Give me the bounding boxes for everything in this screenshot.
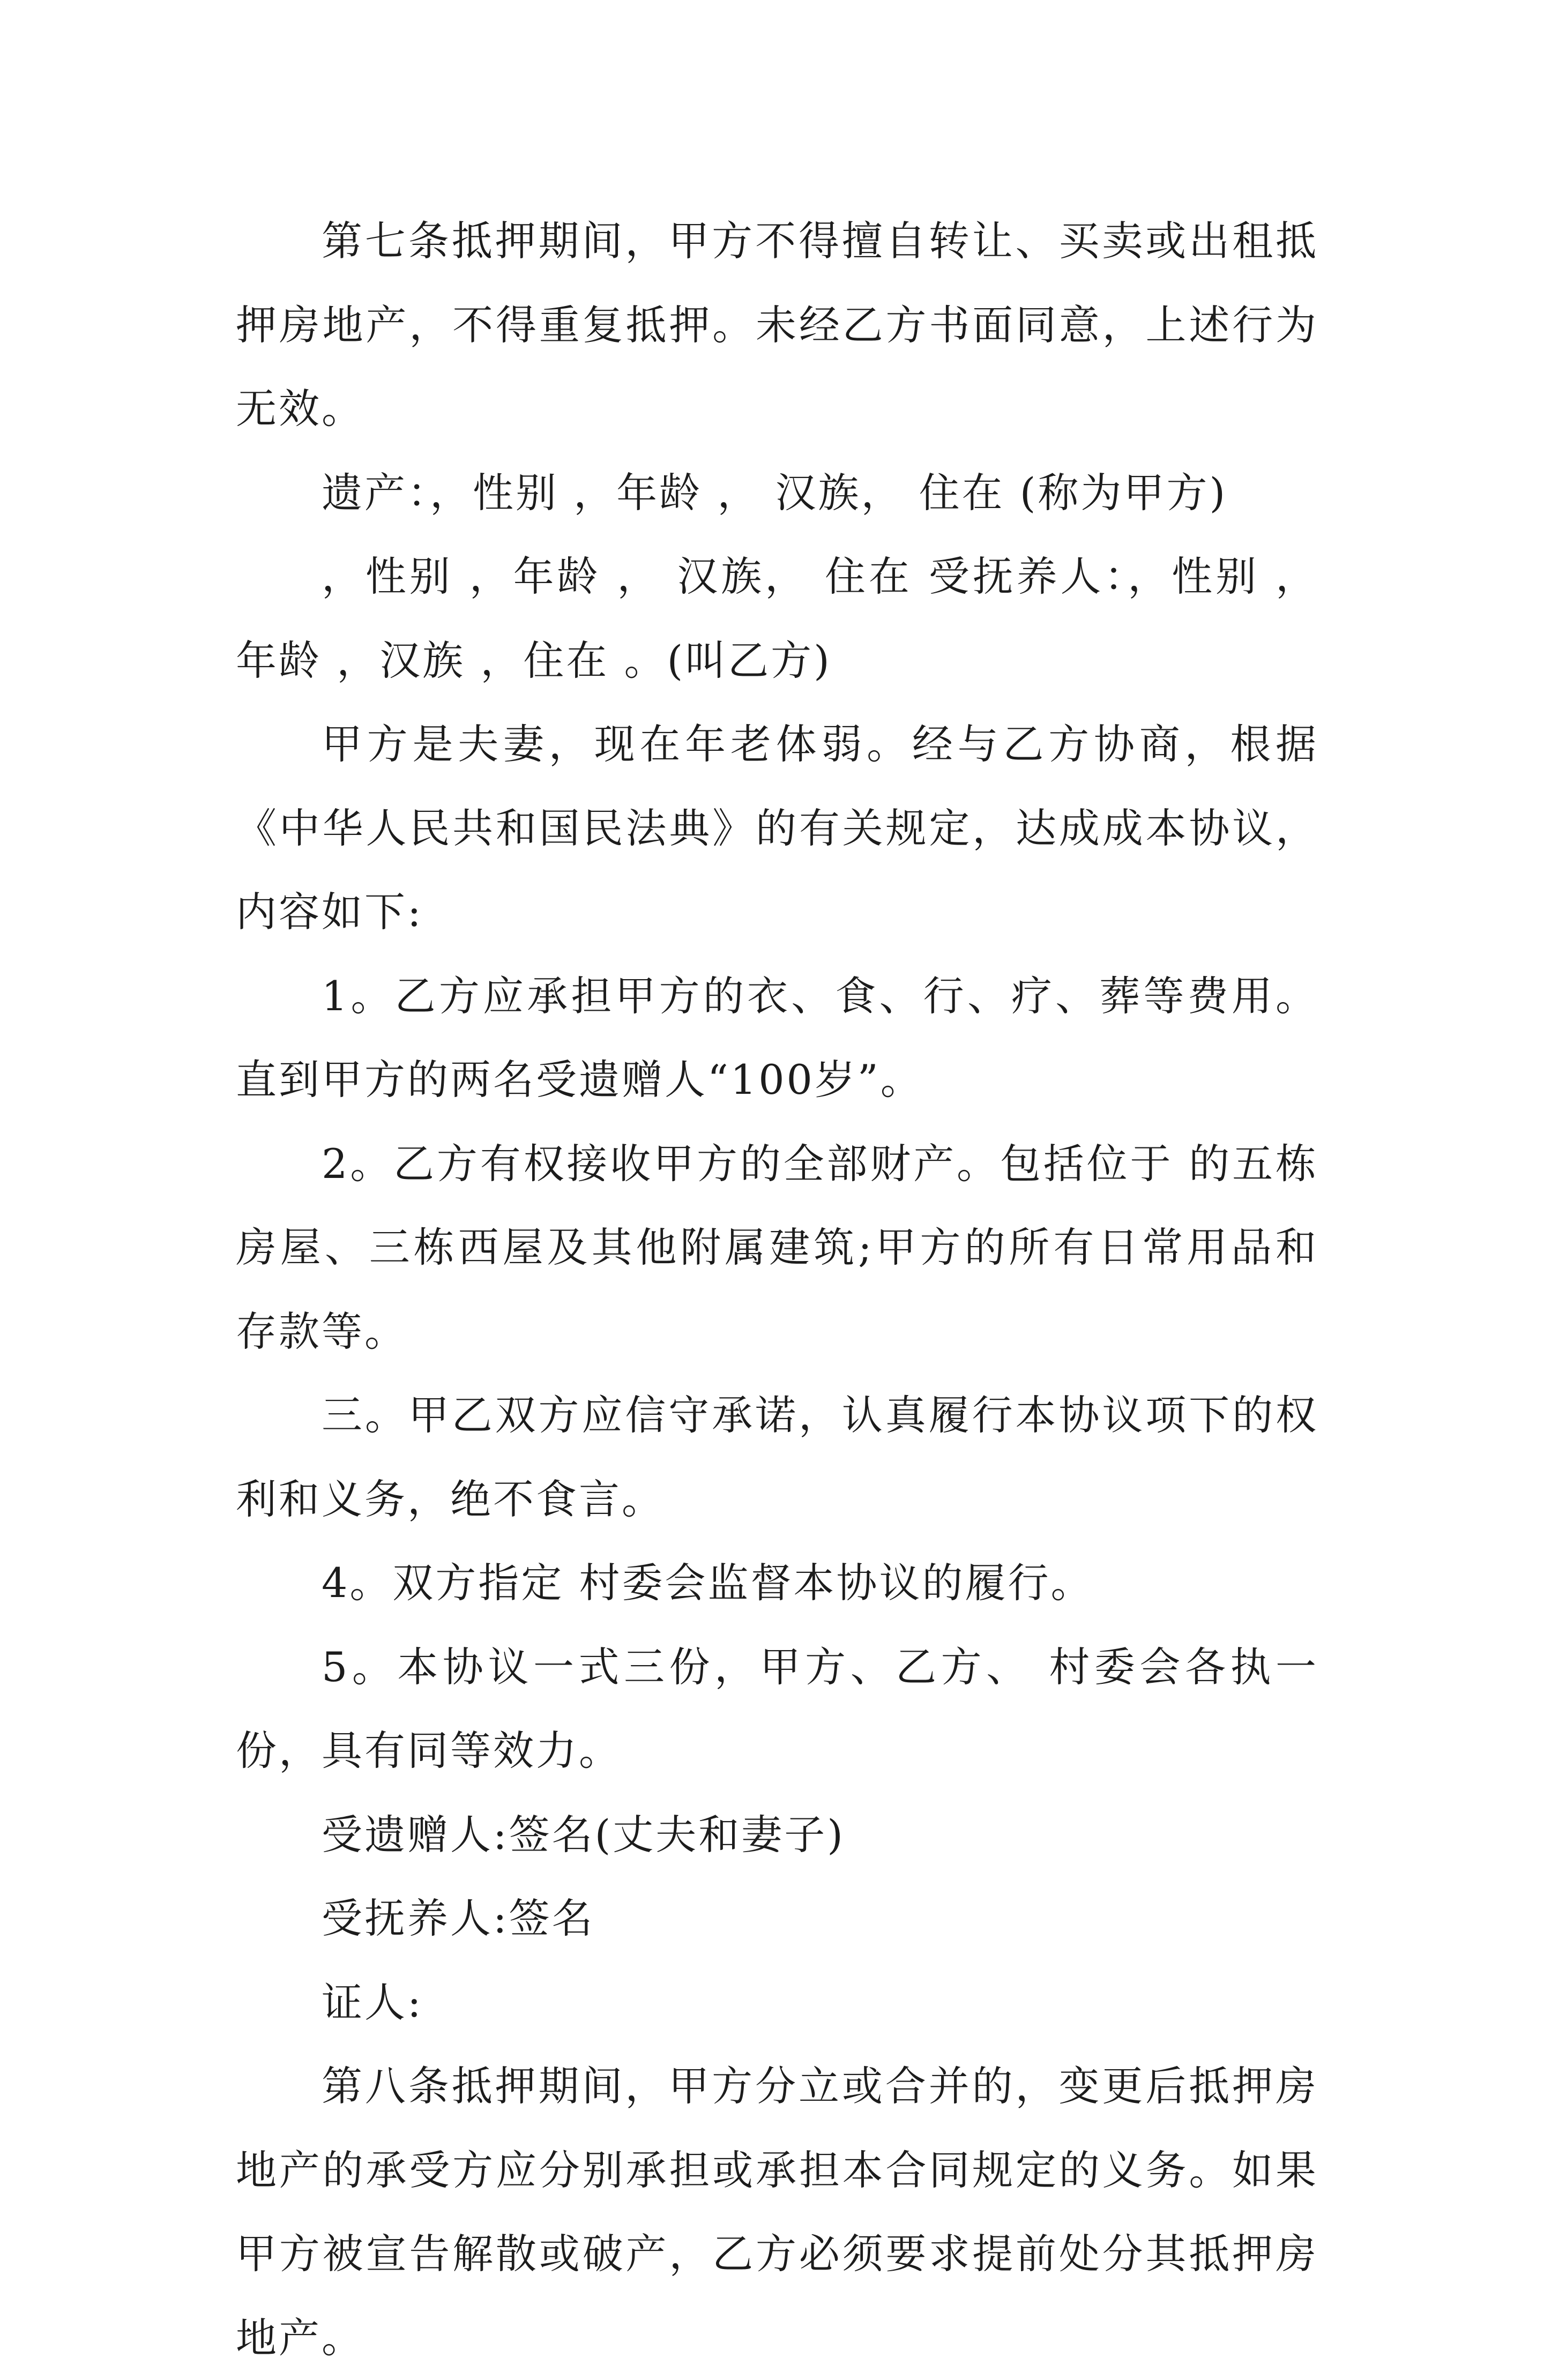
- paragraph-clause-3: 三。甲乙双方应信守承诺，认真履行本协议项下的权利和义务，绝不食言。: [236, 1391, 1318, 1523]
- paragraph-clause-2: 2。乙方有权接收甲方的全部财产。包括位于 的五栋房屋、三栋西屋及其他附属建筑;甲方的所有日常用品和存款等。: [236, 1139, 1318, 1355]
- document-body: [236, 199, 1318, 2380]
- paragraph-clause-1: 1。乙方应承担甲方的衣、食、行、疗、葬等费用。直到甲方的两名受遗赠人“100岁”。: [236, 972, 1318, 1103]
- paragraph-article-7: 第七条抵押期间，甲方不得擅自转让、买卖或出租抵押房地产，不得重复抵押。未经乙方书面同意，上述行为无效。: [236, 217, 1318, 432]
- paragraph-clause-4: 4。双方指定 村委会监督本协议的履行。: [322, 1559, 1094, 1607]
- signature-legatee: 受遗赠人:签名(丈夫和妻子): [322, 1810, 845, 1859]
- paragraph-article-8: 第八条抵押期间，甲方分立或合并的，变更后抵押房地产的承受方应分别承担或承担本合同规定的义务。如果甲方被宣告解散或破产，乙方必须要求提前处分其抵押房地产。: [236, 2062, 1318, 2362]
- paragraph-preamble: 甲方是夫妻，现在年老体弱。经与乙方协商，根据《中华人民共和国民法典》的有关规定，达成成本协议，内容如下:: [236, 720, 1318, 936]
- signature-witness: 证人:: [322, 1978, 423, 2026]
- signature-dependent: 受抚养人:签名: [322, 1894, 595, 1942]
- paragraph-clause-5: 5。本协议一式三份，甲方、乙方、 村委会各执一份，具有同等效力。: [236, 1643, 1318, 1774]
- paragraph-party-b: ，性别 ，年龄 ， 汉族， 住在 受抚养人：，性别 ，年龄 ，汉族 ，住在 。(叫乙方): [236, 553, 1318, 684]
- paragraph-party-a: 遗产：，性别 ，年龄 ， 汉族， 住在 (称为甲方): [322, 468, 1228, 517]
